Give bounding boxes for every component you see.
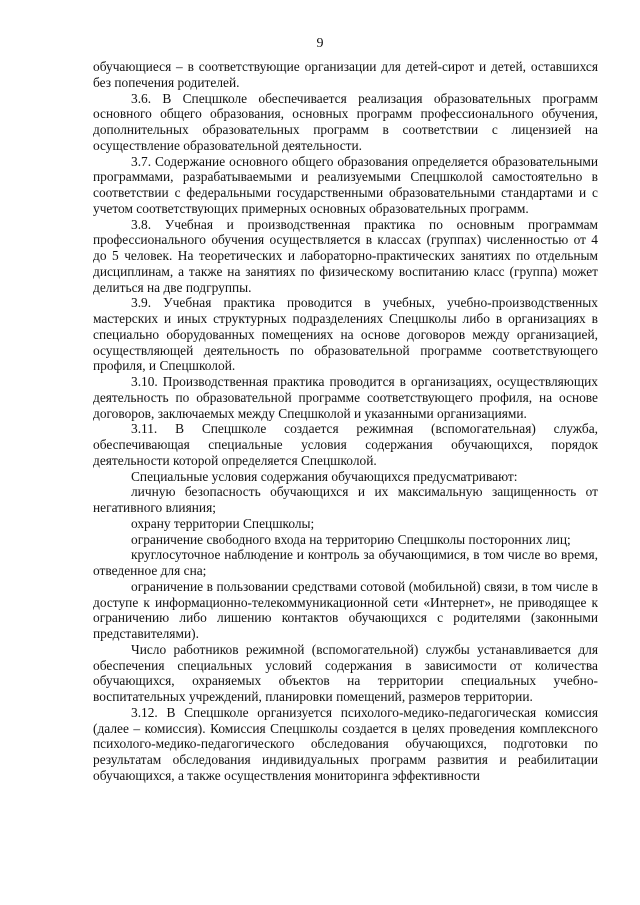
paragraph: Специальные условия содержания обучающихся предусматривают: — [131, 468, 518, 484]
paragraph: обучающиеся – в соответствующие организации для детей-сирот и детей, оставшихся без попечения родителей. — [93, 59, 598, 90]
paragraph: 3.7. Содержание основного общего образования определяется образовательными программами, разрабатываемыми и реализуемыми Спецшколой самостоятельно в соответствии с федеральными государственными образовательными стандартами и с учетом соответствующих примерных основных образовательных программ. — [93, 153, 598, 216]
page-number: 9 — [316, 36, 324, 51]
paragraph: 3.11. В Спецшколе создается режимная (вспомогательная) служба, обеспечивающая специальные условия содержания обучающихся, порядок деятельности которой определяется Спецшколой. — [93, 421, 598, 468]
paragraph: личную безопасность обучающихся и их максимальную защищенность от негативного влияния; — [93, 484, 598, 515]
paragraph: 3.6. В Спецшколе обеспечивается реализация образовательных программ основного общего образования, основных программ профессионального обучения, дополнительных образовательных программ в соответствии с лицензией на осуществление образовательной деятельности. — [93, 90, 598, 153]
paragraph: ограничение свободного входа на территорию Спецшколы посторонних лиц; — [131, 531, 571, 547]
paragraph: охрану территории Спецшколы; — [131, 515, 315, 531]
paragraph: круглосуточное наблюдение и контроль за обучающимися, в том числе во время, отведенное для сна; — [93, 547, 598, 578]
paragraph: 3.9. Учебная практика проводится в учебных, учебно-производственных мастерских и иных структурных подразделениях Спецшколы либо в организациях в специально оборудованных помещениях на основе договоров между организацией, осуществляющей деятельность по образовательной программе соответствующего профиля, и Спецшколой. — [93, 295, 598, 374]
paragraph: 3.12. В Спецшколе организуется психолого-медико-педагогическая комиссия (далее – комиссия). Комиссия Спецшколы создается в целях проведения комплексного психолого-медико-педагогического обследования обучающихся, подготовки по результатам обследования индивидуальных программ развития и реабилитации обучающихся, а также осуществления мониторинга эффективности — [93, 704, 598, 783]
paragraph: ограничение в пользовании средствами сотовой (мобильной) связи, в том числе в доступе к информационно-телекоммуникационной сети «Интернет», не приводящее к ограничению либо лишению контактов обучающихся с родителями (законными представителями). — [93, 578, 598, 641]
paragraph: Число работников режимной (вспомогательной) службы устанавливается для обеспечения специальных условий содержания в зависимости от количества обучающихся, охраняемых объектов на территории специальных учебно-воспитательных учреждений, планировки помещений, размеров территории. — [93, 641, 598, 704]
document-body — [93, 59, 598, 784]
paragraph: 3.10. Производственная практика проводится в организациях, осуществляющих деятельность по образовательной программе соответствующего профиля, на основе договоров, заключаемых между Спецшколой и указанными организациями. — [93, 374, 598, 421]
paragraph: 3.8. Учебная и производственная практика по основным программам профессионального обучения осуществляется в классах (группах) численностью от 4 до 5 человек. На теоретических и лабораторно-практических занятиях по отдельным дисциплинам, а также на занятиях по физическому воспитанию класс (группа) может делиться на две подгруппы. — [93, 216, 598, 295]
